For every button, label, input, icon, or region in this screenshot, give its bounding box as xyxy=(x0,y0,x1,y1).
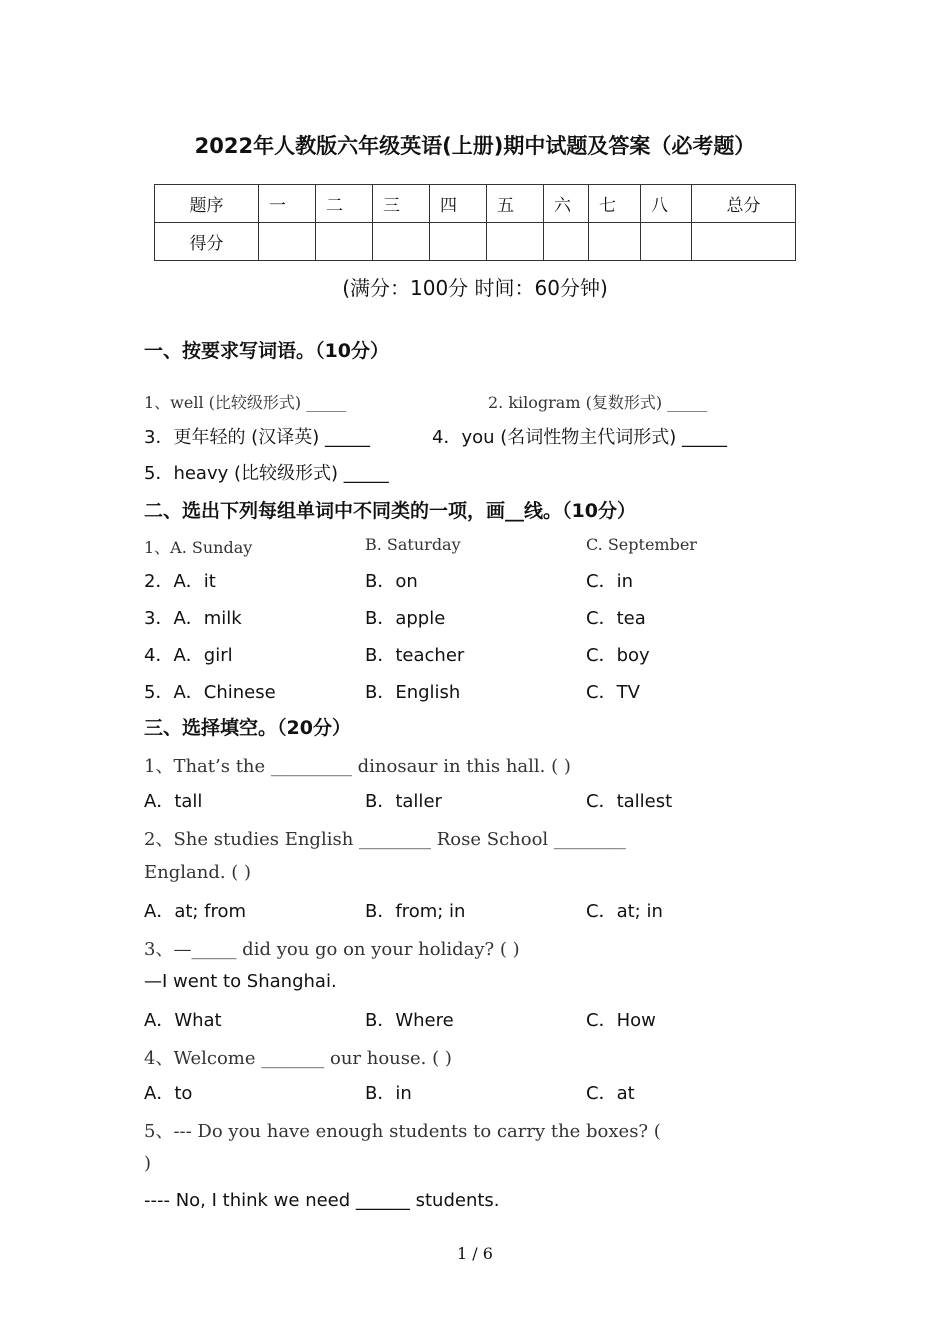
question-text: ) xyxy=(144,1153,152,1174)
score-table xyxy=(154,184,796,261)
page-number: 1 / 6 xyxy=(457,1244,493,1263)
option-b: B．from; in xyxy=(365,901,466,922)
option-c: C．tallest xyxy=(586,791,673,812)
option-a: 5．A．Chinese xyxy=(144,682,276,703)
option-b: B．in xyxy=(365,1083,412,1104)
question-text: 2、She studies English ________ Rose School ________ xyxy=(144,829,626,850)
table-cell: 题序 xyxy=(155,185,259,223)
table-cell: 一 xyxy=(259,185,316,223)
option-a: A．What xyxy=(144,1010,222,1031)
list-item xyxy=(144,897,804,927)
section-heading: 二、选出下列每组单词中不同类的一项，画__线。（10分） xyxy=(144,500,636,522)
section-heading: 一、按要求写词语。（10分） xyxy=(144,340,389,362)
score-field[interactable] xyxy=(544,223,589,261)
list-item xyxy=(144,567,804,597)
list-item xyxy=(144,1079,804,1109)
question-text: 5．heavy (比较级形式) _____ xyxy=(144,463,389,484)
list-item xyxy=(144,787,804,817)
option-a: A．to xyxy=(144,1083,193,1104)
table-cell: 三 xyxy=(373,185,430,223)
question-text: 1、well (比较级形式) _____ xyxy=(144,393,347,412)
option-b: B. Saturday xyxy=(365,535,461,554)
list-item xyxy=(144,604,804,634)
option-a: 1、A. Sunday xyxy=(144,538,253,557)
option-c: C．How xyxy=(586,1010,656,1031)
table-cell: 四 xyxy=(430,185,487,223)
question-row xyxy=(144,459,804,489)
question-text: 2. kilogram (复数形式) _____ xyxy=(488,393,708,412)
option-b: B．taller xyxy=(365,791,442,812)
table-cell: 总分 xyxy=(692,185,796,223)
score-field[interactable] xyxy=(641,223,692,261)
question-text: England. ( ) xyxy=(144,862,252,883)
option-c: C．TV xyxy=(586,682,640,703)
option-c: C．at xyxy=(586,1083,635,1104)
page-title: 2022年人教版六年级英语(上册)期中试题及答案（必考题） xyxy=(194,134,756,158)
option-a: A．tall xyxy=(144,791,203,812)
score-field[interactable] xyxy=(316,223,373,261)
score-field[interactable] xyxy=(259,223,316,261)
table-cell: 二 xyxy=(316,185,373,223)
question-text: —I went to Shanghai. xyxy=(144,971,337,992)
list-item xyxy=(144,1006,804,1036)
question-row xyxy=(144,390,804,420)
section-heading: 三、选择填空。（20分） xyxy=(144,717,351,739)
score-field[interactable] xyxy=(373,223,430,261)
full-mark-info: (满分：100分 时间：60分钟) xyxy=(342,276,608,300)
question-text: 3、—_____ did you go on your holiday? ( ) xyxy=(144,939,520,960)
option-b: B．teacher xyxy=(365,645,465,666)
option-b: B．English xyxy=(365,682,461,703)
score-field[interactable] xyxy=(589,223,641,261)
option-c: C．boy xyxy=(586,645,650,666)
score-field[interactable] xyxy=(487,223,544,261)
option-c: C. September xyxy=(586,535,697,554)
question-text: 1、That’s the _________ dinosaur in this hall. ( ) xyxy=(144,756,571,777)
list-item xyxy=(144,641,804,671)
question-text: ---- No, I think we need ______ students. xyxy=(144,1190,500,1211)
question-row xyxy=(144,423,804,453)
table-cell: 八 xyxy=(641,185,692,223)
question-text: 4、Welcome _______ our house. ( ) xyxy=(144,1048,452,1069)
table-cell: 六 xyxy=(544,185,589,223)
table-cell: 得分 xyxy=(155,223,259,261)
list-item xyxy=(144,535,804,565)
option-c: C．tea xyxy=(586,608,646,629)
table-cell: 七 xyxy=(589,185,641,223)
option-a: 4．A．girl xyxy=(144,645,233,666)
option-c: C．in xyxy=(586,571,633,592)
question-text: 5、--- Do you have enough students to carry the boxes? ( xyxy=(144,1121,661,1142)
option-b: B．Where xyxy=(365,1010,454,1031)
option-a: 2．A．it xyxy=(144,571,216,592)
score-field[interactable] xyxy=(430,223,487,261)
option-a: 3．A．milk xyxy=(144,608,242,629)
option-b: B．on xyxy=(365,571,418,592)
option-c: C．at; in xyxy=(586,901,663,922)
score-table-header-row xyxy=(155,185,796,223)
score-field[interactable] xyxy=(692,223,796,261)
option-b: B．apple xyxy=(365,608,446,629)
table-cell: 五 xyxy=(487,185,544,223)
score-table-score-row xyxy=(155,223,796,261)
list-item xyxy=(144,678,804,708)
question-text: 3．更年轻的 (汉译英) _____ xyxy=(144,427,370,448)
question-text: 4．you (名词性物主代词形式) _____ xyxy=(432,427,728,448)
option-a: A．at; from xyxy=(144,901,247,922)
